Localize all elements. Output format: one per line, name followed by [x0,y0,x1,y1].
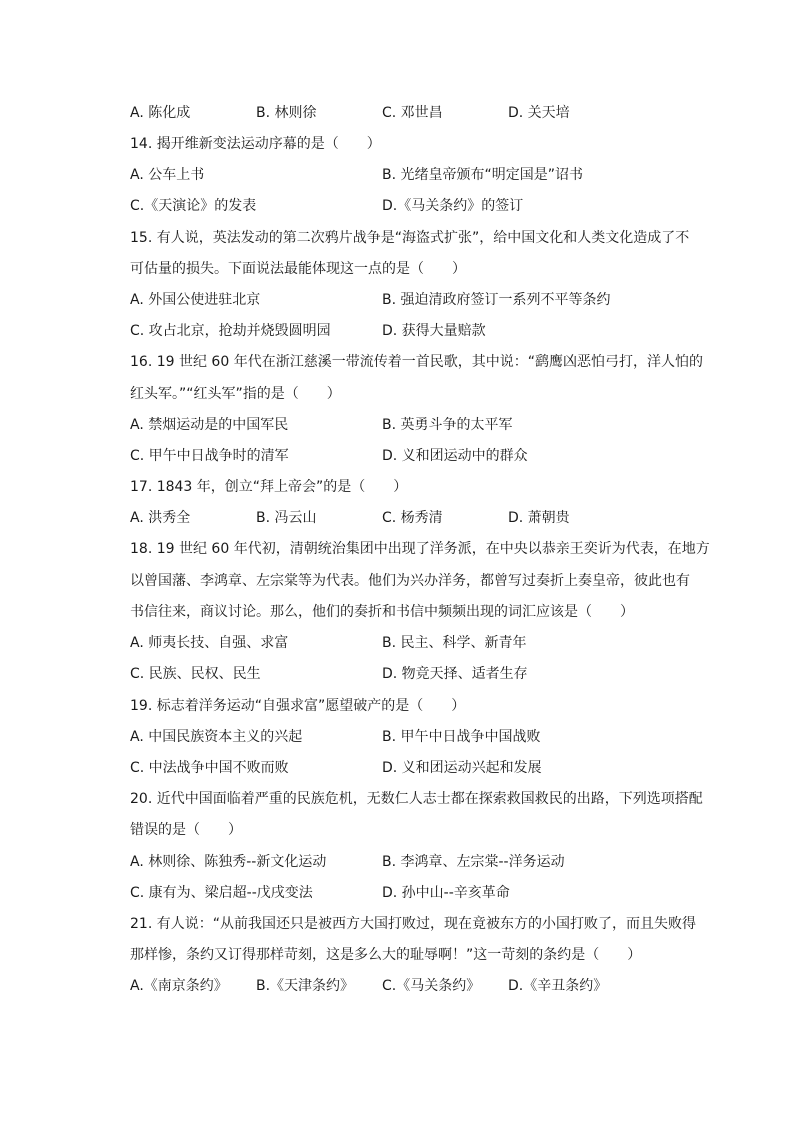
q17-stem: 17. 1843 年，创立“拜上帝会”的是（ ） [130,479,408,495]
q17-option-d[interactable]: D. 萧朝贵 [508,510,570,526]
q14-option-a[interactable]: A. 公车上书 [130,167,205,183]
q16-option-b[interactable]: B. 英勇斗争的太平军 [382,417,513,433]
q18-stem-line1: 18. 19 世纪 60 年代初，清朝统治集团中出现了洋务派，在中央以恭亲王奕䜣为代表，在地方 [130,541,710,557]
q19-option-a[interactable]: A. 中国民族资本主义的兴起 [130,729,303,745]
q21-option-c[interactable]: C.《马关条约》 [382,978,481,994]
q18-option-a[interactable]: A. 师夷长技、自强、求富 [130,635,289,651]
q19-option-d[interactable]: D. 义和团运动兴起和发展 [382,760,542,776]
q14-option-c[interactable]: C.《天演论》的发表 [130,198,257,214]
q17-option-a[interactable]: A. 洪秀全 [130,510,191,526]
q20-option-b[interactable]: B. 李鸿章、左宗棠--洋务运动 [382,854,565,870]
q16-stem-line2: 红头军。”“红头军”指的是（ ） [130,386,341,402]
q15-option-b[interactable]: B. 强迫清政府签订一系列不平等条约 [382,292,611,308]
q16-option-c[interactable]: C. 甲午中日战争时的清军 [130,448,289,464]
q18-stem-line2: 以曾国藩、李鸿章、左宗棠等为代表。他们为兴办洋务，都曾写过奏折上奏皇帝，彼此也有 [130,573,690,589]
q16-option-d[interactable]: D. 义和团运动中的群众 [382,448,528,464]
q17-option-b[interactable]: B. 冯云山 [256,510,317,526]
q21-stem-line1: 21. 有人说：“从前我国还只是被西方大国打败过，现在竟被东方的小国打败了，而且失败得 [130,916,696,932]
q21-option-b[interactable]: B.《天津条约》 [256,978,355,994]
q15-option-d[interactable]: D. 获得大量赔款 [382,323,486,339]
q16-stem-line1: 16. 19 世纪 60 年代在浙江慈溪一带流传着一首民歌，其中说：“鹞鹰凶恶怕弓打，洋人怕的 [130,354,703,370]
q19-stem: 19. 标志着洋务运动“自强求富”愿望破产的是（ ） [130,698,466,714]
q19-option-c[interactable]: C. 中法战争中国不败而败 [130,760,289,776]
q14-option-d[interactable]: D.《马关条约》的签订 [382,198,524,214]
q19-option-b[interactable]: B. 甲午中日战争中国战败 [382,729,541,745]
q20-stem-line1: 20. 近代中国面临着严重的民族危机，无数仁人志士都在探索救国救民的出路，下列选项搭配 [130,791,703,807]
q18-stem-line3: 书信往来，商议讨论。那么，他们的奏折和书信中频频出现的词汇应该是（ ） [130,604,634,620]
q20-stem-line2: 错误的是（ ） [130,822,242,838]
q18-option-c[interactable]: C. 民族、民权、民生 [130,666,261,682]
q14-stem: 14. 揭开维新变法运动序幕的是（ ） [130,136,381,152]
q15-option-c[interactable]: C. 攻占北京，抢劫并烧毁圆明园 [130,323,331,339]
q17-option-c[interactable]: C. 杨秀清 [382,510,443,526]
q14-option-b[interactable]: B. 光绪皇帝颁布“明定国是”诏书 [382,167,584,183]
q15-stem-line2: 可估量的损失。下面说法最能体现这一点的是（ ） [130,261,466,277]
q13-option-b[interactable]: B. 林则徐 [256,105,317,121]
q20-option-a[interactable]: A. 林则徐、陈独秀--新文化运动 [130,854,327,870]
q13-option-c[interactable]: C. 邓世昌 [382,105,443,121]
q21-stem-line2: 那样惨，条约又订得那样苛刻，这是多么大的耻辱啊！”这一苛刻的条约是（ ） [130,947,642,963]
q15-option-a[interactable]: A. 外国公使进驻北京 [130,292,261,308]
q20-option-c[interactable]: C. 康有为、梁启超--戊戌变法 [130,885,313,901]
q13-option-d[interactable]: D. 关天培 [508,105,570,121]
q16-option-a[interactable]: A. 禁烟运动是的中国军民 [130,417,289,433]
q21-option-d[interactable]: D.《辛丑条约》 [508,978,608,994]
q20-option-d[interactable]: D. 孙中山--辛亥革命 [382,885,510,901]
q18-option-b[interactable]: B. 民主、科学、新青年 [382,635,527,651]
q15-stem-line1: 15. 有人说，英法发动的第二次鸦片战争是“海盗式扩张”，给中国文化和人类文化造成了不 [130,230,690,246]
q18-option-d[interactable]: D. 物竞天择、适者生存 [382,666,528,682]
q21-option-a[interactable]: A.《南京条约》 [130,978,228,994]
q13-option-a[interactable]: A. 陈化成 [130,105,191,121]
